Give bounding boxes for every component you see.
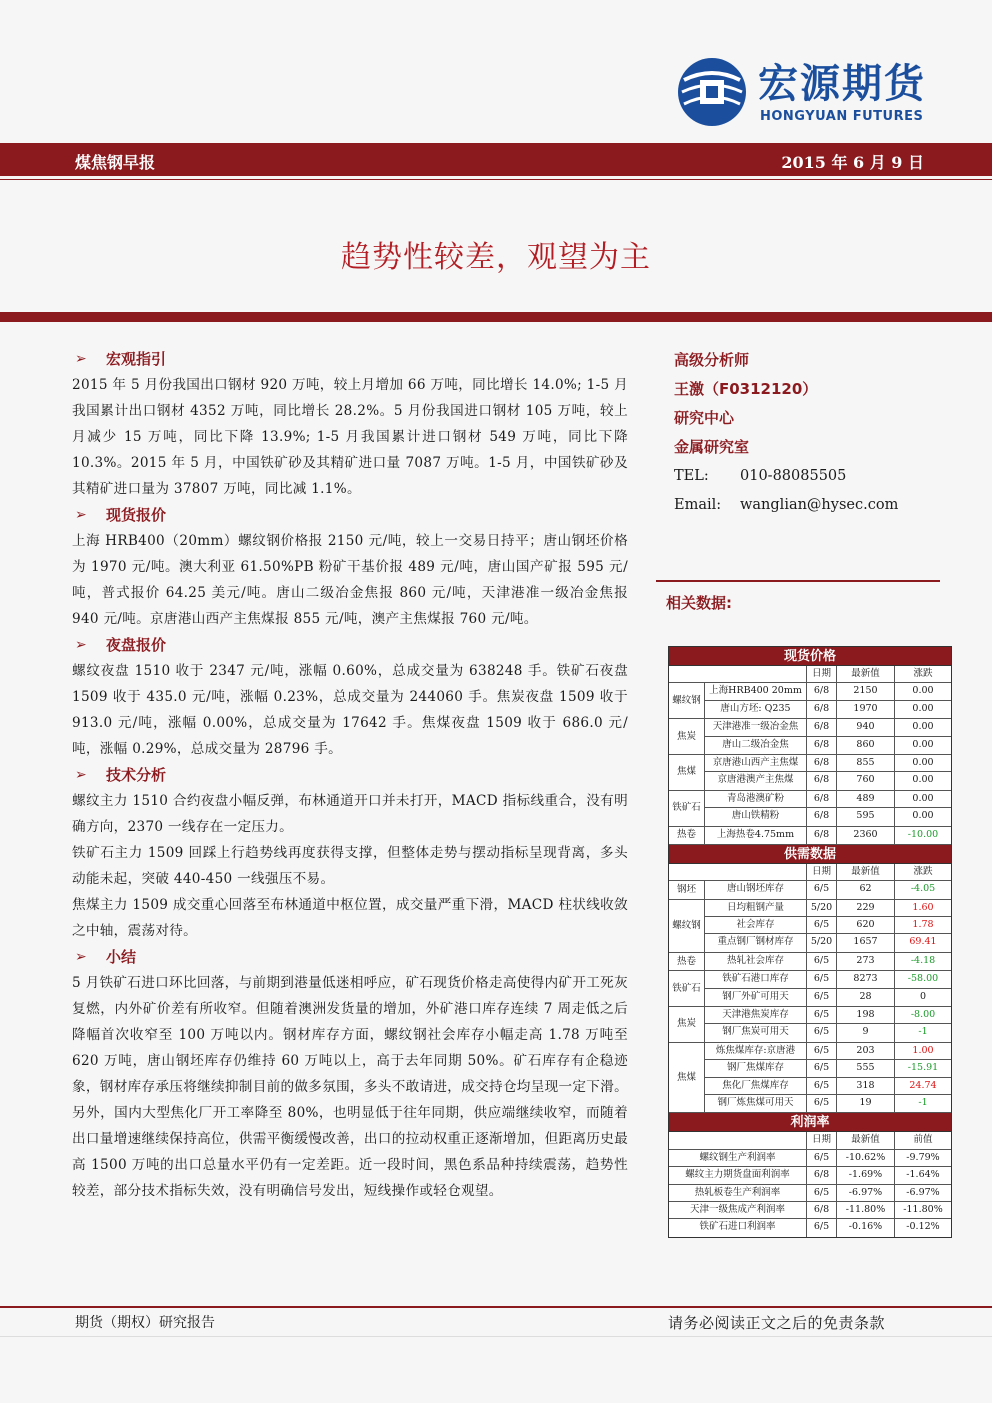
table-cell-value: 273 — [837, 953, 895, 970]
table-row — [705, 701, 951, 718]
table-row — [705, 772, 951, 789]
footer-left-text: 期货（期权）研究报告 — [75, 1315, 215, 1331]
table-cell-value: 9 — [837, 1024, 895, 1041]
table-header-item — [669, 864, 807, 880]
analyst-dept: 研究中心 — [674, 409, 735, 427]
section-heading-text: 小结 — [106, 948, 137, 966]
table-cell-value: 2360 — [837, 827, 895, 844]
table-cell-date: 6/5 — [807, 1219, 837, 1236]
table-cell-change: 1.00 — [912, 1044, 934, 1056]
table-cell-item: 钢厂炼焦煤可用天 — [705, 1095, 807, 1112]
analyst-email — [674, 491, 934, 520]
profit-band: 利润率 — [669, 1113, 951, 1132]
section-heading-technical — [72, 762, 628, 788]
section-heading-text: 夜盘报价 — [106, 636, 167, 654]
table-cell-item: 热轧社会库存 — [705, 953, 807, 970]
table-header-row — [669, 864, 951, 881]
table-row — [705, 953, 951, 970]
table-cell-date: 6/5 — [807, 1185, 837, 1201]
table-cell-value: 8273 — [837, 971, 895, 987]
hongyuan-logo — [676, 54, 936, 134]
arrow-icon: ➢ — [75, 507, 87, 523]
table-cell-value: 940 — [837, 719, 895, 735]
related-data-label: 相关数据: — [666, 594, 732, 612]
analyst-tel — [674, 462, 934, 491]
table-cell-item: 上海HRB400 20mm — [705, 683, 807, 699]
table-cell-value: 860 — [837, 737, 895, 754]
table-cell-value: 620 — [837, 917, 895, 933]
table-cell-change: -58.00 — [907, 973, 939, 985]
table-header-date: 日期 — [807, 1132, 837, 1148]
title-divider — [0, 312, 992, 322]
table-cell-date: 6/5 — [807, 953, 837, 970]
table-cell-prev: -1.64% — [906, 1169, 940, 1181]
table-cell-prev: -11.80% — [903, 1203, 943, 1215]
table-group — [669, 791, 951, 827]
table-cell-date: 6/8 — [807, 827, 837, 844]
table-cell-change: 0.00 — [912, 721, 934, 733]
table-cell-change: 24.74 — [909, 1079, 937, 1091]
table-cell-change: -1 — [918, 1026, 928, 1038]
table-row — [669, 1219, 951, 1236]
table-row — [705, 719, 951, 736]
table-row — [705, 737, 951, 754]
arrow-icon: ➢ — [75, 351, 87, 367]
table-cell-date: 6/8 — [807, 701, 837, 718]
table-row — [705, 1043, 951, 1060]
section-heading-macro — [72, 346, 628, 372]
table-cell-date: 6/5 — [807, 1078, 837, 1094]
table-cell-value: -6.97% — [837, 1185, 895, 1201]
table-group-name: 铁矿石 — [669, 791, 705, 826]
table-cell-item: 炼焦煤库存:京唐港 — [705, 1043, 807, 1059]
table-cell-change: 0.00 — [912, 702, 934, 714]
table-row — [705, 900, 951, 917]
table-cell-item: 唐山方坯: Q235 — [705, 701, 807, 718]
section-heading-summary — [72, 944, 628, 970]
table-row — [705, 755, 951, 772]
table-row — [705, 683, 951, 700]
table-cell-item: 唐山二级冶金焦 — [705, 737, 807, 754]
table-group-rows — [705, 881, 951, 898]
table-row — [705, 791, 951, 808]
table-cell-item: 热轧板卷生产利润率 — [669, 1185, 807, 1201]
table-cell-value: 19 — [837, 1095, 895, 1112]
table-group — [669, 755, 951, 791]
table-cell-change: -4.05 — [910, 883, 936, 895]
table-header-date: 日期 — [807, 864, 837, 880]
section-heading-text: 技术分析 — [106, 766, 167, 784]
email-value[interactable]: wanglian@hysec.com — [740, 497, 899, 513]
table-header-date: 日期 — [807, 666, 837, 682]
table-cell-value: 318 — [837, 1078, 895, 1094]
report-type: 煤焦钢早报 — [75, 153, 156, 172]
table-cell-date: 6/5 — [807, 1060, 837, 1076]
table-group-name: 铁矿石 — [669, 971, 705, 1006]
table-cell-value: -0.16% — [837, 1219, 895, 1236]
section-paragraph: 螺纹主力 1510 合约夜盘小幅反弹，布林通道开口并未打开，MACD 指标线重合，没有明确方向，2370 一线存在一定压力。 — [72, 793, 628, 835]
table-cell-item: 钢厂焦炭可用天 — [705, 1024, 807, 1041]
table-cell-value: -11.80% — [837, 1202, 895, 1218]
table-header-value: 最新值 — [837, 1132, 895, 1148]
table-row — [705, 881, 951, 898]
table-group — [669, 827, 951, 845]
arrow-icon: ➢ — [75, 637, 87, 653]
section-heading-spot — [72, 502, 628, 528]
table-group-name: 螺纹钢 — [669, 683, 705, 718]
table-row — [705, 1024, 951, 1041]
table-header-value: 最新值 — [837, 666, 895, 682]
table-cell-change: 0.00 — [912, 774, 934, 786]
table-cell-value: 595 — [837, 808, 895, 825]
section-paragraph: 5 月铁矿石进口环比回落，与前期到港量低迷相呼应，矿石现货价格走高使得内矿开工死灰复燃，内外矿价差有所收窄。但随着澳洲发货量的增加，外矿港口库存连续 7 周走低之后降幅首次收窄至 100 万吨以内。钢材库存方面，螺纹钢社会库存小幅走高 1.78 万吨至 620 万吨，唐山钢坯库存仍维持 60 万吨以上，高于去年同期 50%。矿石库存有企稳迹象，钢材库存承压将继续抑制目前的做多氛围，多头不敢请进，成交持仓均呈现一定下滑。另外，国内大型焦化厂开工率降至 80%，也明显低于往年同期，供应端继续收窄，而随着出口量增速继续保持高位，供需平衡缓慢改善，出口的拉动权重正逐渐增加，但距离历史最高 1500 万吨的出口总量水平仍有一定差距。近一段时间，黑色系品种持续震荡，趋势性较差，部分技术指标失效，没有明确信号发出，短线操作或轻仓观望。 — [72, 975, 628, 1199]
table-group-name: 焦煤 — [669, 1043, 705, 1113]
table-row — [705, 1078, 951, 1095]
tel-label: TEL: — [674, 468, 709, 484]
table-group-rows — [705, 755, 951, 790]
table-group-rows — [705, 953, 951, 970]
email-label: Email: — [674, 497, 722, 513]
table-cell-date: 6/5 — [807, 1150, 837, 1166]
table-group-name: 热卷 — [669, 953, 705, 970]
table-cell-item: 螺纹钢生产利润率 — [669, 1150, 807, 1166]
hongyuan-logo-icon — [676, 56, 748, 128]
table-cell-item: 唐山铁精粉 — [705, 808, 807, 825]
header-bar — [0, 143, 992, 176]
table-group-rows — [705, 1007, 951, 1042]
table-cell-item: 重点钢厂钢材库存 — [705, 934, 807, 951]
table-header-item — [669, 1132, 807, 1148]
table-cell-date: 6/8 — [807, 791, 837, 807]
table-group — [669, 953, 951, 971]
table-group-name: 螺纹钢 — [669, 900, 705, 952]
table-header-row — [669, 1132, 951, 1149]
table-cell-value: 198 — [837, 1007, 895, 1023]
table-cell-date: 6/5 — [807, 989, 837, 1006]
table-cell-item: 天津港焦炭库存 — [705, 1007, 807, 1023]
table-cell-item: 社会库存 — [705, 917, 807, 933]
table-cell-item: 铁矿石港口库存 — [705, 971, 807, 987]
tel-value: 010-88085505 — [740, 468, 847, 484]
table-cell-item: 焦化厂焦煤库存 — [705, 1078, 807, 1094]
table-cell-value: 62 — [837, 881, 895, 898]
table-group — [669, 1043, 951, 1114]
table-cell-change: -8.00 — [910, 1009, 936, 1021]
section-paragraph: 2015 年 5 月份我国出口钢材 920 万吨，较上月增加 66 万吨，同比增长 14.0%; 1-5 月我国累计出口钢材 4352 万吨，同比增长 28.2%。5 月份我国进口钢材 105 万吨，较上月减少 15 万吨，同比下降 13.9%; 1-5 月我国累计进口钢材 549 万吨，同比下降 10.3%。2015 年 5 月，中国铁矿砂及其精矿进口量 7087 万吨。1-5 月，中国铁矿砂及其精矿进口量为 37807 万吨，同比减 1.1%。 — [72, 377, 628, 497]
table-group-rows — [705, 1043, 951, 1113]
spot-band: 现货价格 — [669, 647, 951, 666]
main-content — [72, 346, 628, 1204]
table-header-value: 最新值 — [837, 864, 895, 880]
table-cell-date: 6/8 — [807, 1202, 837, 1218]
table-cell-item: 天津港准一级冶金焦 — [705, 719, 807, 735]
table-cell-value: 229 — [837, 900, 895, 916]
footer-band — [0, 1336, 992, 1403]
table-row — [669, 1167, 951, 1184]
table-group-name: 热卷 — [669, 827, 705, 844]
header-divider — [0, 179, 992, 180]
table-group — [669, 1007, 951, 1043]
table-cell-change: 1.78 — [912, 919, 934, 931]
section-paragraph: 铁矿石主力 1509 回踩上行趋势线再度获得支撑，但整体走势与摆动指标呈现背离，多头动能未起，突破 440-450 一线强压不易。 — [72, 845, 628, 887]
table-group — [669, 719, 951, 755]
table-row — [705, 989, 951, 1006]
analyst-title: 高级分析师 — [674, 351, 750, 369]
table-row — [705, 1095, 951, 1112]
brand-name-cn: 宏源期货 — [758, 61, 926, 107]
table-cell-date: 6/8 — [807, 683, 837, 699]
table-header-row — [669, 666, 951, 683]
table-cell-date: 6/8 — [807, 755, 837, 771]
footer-disclaimer: 请务必阅读正文之后的免责条款 — [667, 1314, 885, 1332]
table-cell-value: 555 — [837, 1060, 895, 1076]
arrow-icon: ➢ — [75, 949, 87, 965]
table-group-rows — [705, 827, 951, 844]
section-paragraph: 上海 HRB400（20mm）螺纹钢价格报 2150 元/吨，较上一交易日持平；唐山钢坯价格为 1970 元/吨。澳大利亚 61.50%PB 粉矿干基价报 489 元/吨，唐山国产矿报 595 元/吨，普式报价 64.25 美元/吨。唐山二级冶金焦报 860 元/吨，天津港准一级冶金焦报 940 元/吨。京唐港山西产主焦煤报 855 元/吨，澳产主焦煤报 760 元/吨。 — [72, 533, 628, 627]
table-cell-value: -10.62% — [837, 1150, 895, 1166]
section-heading-night — [72, 632, 628, 658]
analyst-name: 王激（F0312120） — [674, 380, 818, 398]
table-row — [669, 1185, 951, 1202]
table-header-prev: 前值 — [913, 1134, 933, 1146]
table-cell-value: 1970 — [837, 701, 895, 718]
side-divider — [656, 580, 940, 582]
table-cell-value: 855 — [837, 755, 895, 771]
section-paragraph: 螺纹夜盘 1510 收于 2347 元/吨，涨幅 0.60%，总成交量为 638248 手。铁矿石夜盘 1509 收于 435.0 元/吨，涨幅 0.23%，总成交量为 244060 手。焦炭夜盘 1509 收于 913.0 元/吨，涨幅 0.00%，总成交量为 17642 手。焦煤夜盘 1509 收于 686.0 元/吨，涨幅 0.29%，总成交量为 28796 手。 — [72, 663, 628, 757]
table-cell-change: -10.00 — [907, 828, 939, 840]
table-cell-change: 1.60 — [912, 901, 934, 913]
table-cell-change: 0.00 — [912, 738, 934, 750]
table-group-name: 焦煤 — [669, 755, 705, 790]
table-row — [705, 827, 951, 844]
table-cell-value: 2150 — [837, 683, 895, 699]
table-cell-item: 铁矿石进口利润率 — [669, 1219, 807, 1236]
table-cell-prev: -9.79% — [906, 1151, 940, 1163]
table-cell-date: 6/5 — [807, 1024, 837, 1041]
report-date: 2015 年 6 月 9 日 — [781, 153, 924, 172]
table-cell-date: 6/5 — [807, 1043, 837, 1059]
table-row — [705, 934, 951, 951]
table-group-rows — [705, 900, 951, 952]
table-row — [705, 971, 951, 988]
table-row — [705, 917, 951, 934]
table-cell-date: 6/5 — [807, 1095, 837, 1112]
table-cell-item: 钢厂焦煤库存 — [705, 1060, 807, 1076]
table-cell-value: 28 — [837, 989, 895, 1006]
table-group-name: 焦炭 — [669, 1007, 705, 1042]
table-cell-item: 京唐港山西产主焦煤 — [705, 755, 807, 771]
related-data-table — [668, 646, 952, 1238]
table-group-rows — [705, 683, 951, 718]
table-group-name: 钢坯 — [669, 881, 705, 898]
table-group-rows — [705, 971, 951, 1006]
section-paragraph: 焦煤主力 1509 成交重心回落至布林通道中枢位置，成交量严重下滑，MACD 柱状线收敛之中轴，震荡对待。 — [72, 897, 628, 939]
table-cell-item: 螺纹主力期货盘面利润率 — [669, 1167, 807, 1183]
table-group — [669, 881, 951, 899]
table-cell-date: 6/5 — [807, 917, 837, 933]
table-row — [705, 1007, 951, 1024]
table-row — [669, 1202, 951, 1219]
table-cell-item: 天津一级焦成产利润率 — [669, 1202, 807, 1218]
analyst-info — [674, 346, 934, 520]
footer-divider — [0, 1306, 992, 1308]
table-cell-value: -1.69% — [837, 1167, 895, 1183]
table-group-rows — [705, 719, 951, 754]
table-cell-prev: -6.97% — [906, 1186, 940, 1198]
analyst-office: 金属研究室 — [674, 438, 750, 456]
table-row — [705, 1060, 951, 1077]
table-cell-prev: -0.12% — [906, 1221, 940, 1233]
table-cell-value: 203 — [837, 1043, 895, 1059]
table-group-name: 焦炭 — [669, 719, 705, 754]
table-cell-item: 青岛港澳矿粉 — [705, 791, 807, 807]
table-cell-change: -4.18 — [910, 954, 936, 966]
supply-band: 供需数据 — [669, 845, 951, 864]
table-cell-date: 6/5 — [807, 1007, 837, 1023]
section-heading-text: 现货报价 — [106, 506, 167, 524]
brand-name-en: HONGYUAN FUTURES — [760, 109, 924, 124]
table-cell-date: 6/8 — [807, 1167, 837, 1183]
table-cell-date: 6/8 — [807, 719, 837, 735]
table-cell-date: 6/5 — [807, 971, 837, 987]
table-group — [669, 971, 951, 1007]
table-cell-date: 6/8 — [807, 808, 837, 825]
table-cell-change: 69.41 — [909, 936, 937, 948]
table-cell-change: 0.00 — [912, 685, 934, 697]
table-group — [669, 683, 951, 719]
table-cell-item: 上海热卷4.75mm — [705, 827, 807, 844]
section-heading-text: 宏观指引 — [106, 350, 167, 368]
table-cell-item: 日均粗钢产量 — [705, 900, 807, 916]
table-cell-value: 760 — [837, 772, 895, 789]
table-cell-date: 6/8 — [807, 737, 837, 754]
table-cell-item: 唐山钢坯库存 — [705, 881, 807, 898]
table-cell-change: 0 — [919, 990, 927, 1002]
table-cell-date: 6/8 — [807, 772, 837, 789]
table-header-item — [669, 666, 807, 682]
report-title: 趋势性较差，观望为主 — [341, 240, 651, 275]
table-cell-date: 5/20 — [807, 900, 837, 916]
table-cell-item: 京唐港澳产主焦煤 — [705, 772, 807, 789]
table-cell-item: 钢厂外矿可用天 — [705, 989, 807, 1006]
table-cell-change: -15.91 — [907, 1062, 939, 1074]
table-cell-value: 489 — [837, 791, 895, 807]
table-group-rows — [705, 791, 951, 826]
table-header-change: 涨跌 — [913, 865, 933, 877]
table-cell-change: 0.00 — [912, 810, 934, 822]
table-header-change: 涨跌 — [913, 668, 933, 679]
table-group — [669, 900, 951, 953]
arrow-icon: ➢ — [75, 767, 87, 783]
table-cell-value: 1657 — [837, 934, 895, 951]
table-cell-date: 6/5 — [807, 881, 837, 898]
table-cell-date: 5/20 — [807, 934, 837, 951]
table-cell-change: 0.00 — [912, 792, 934, 804]
table-row — [705, 808, 951, 825]
table-row — [669, 1150, 951, 1167]
table-cell-change: -1 — [918, 1096, 928, 1108]
table-cell-change: 0.00 — [912, 756, 934, 768]
